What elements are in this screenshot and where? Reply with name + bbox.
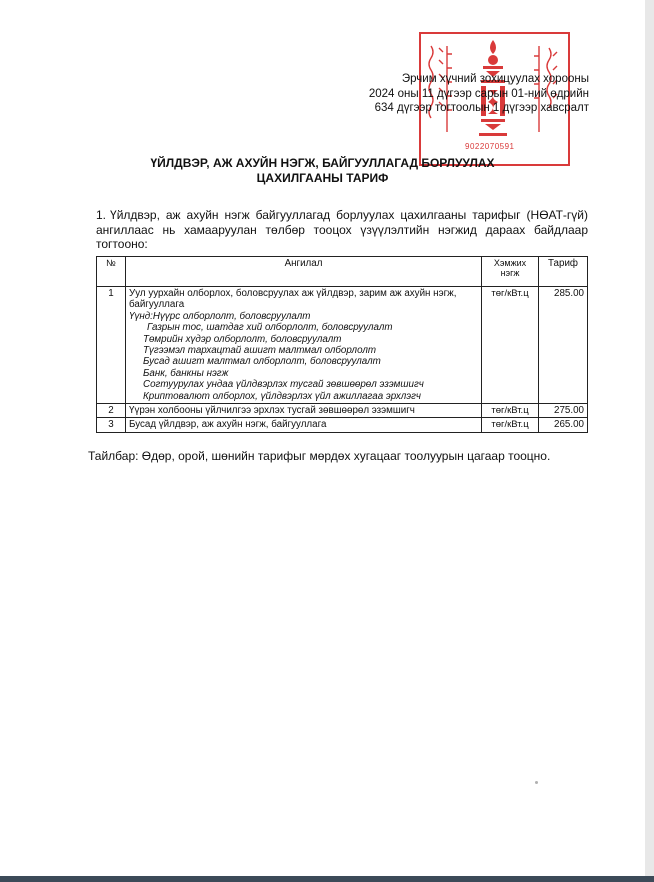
row-category [126,418,482,432]
intro-number: 1. [96,208,107,222]
header-unit: Хэмжих нэгж [482,257,539,287]
row-tariff: 285.00 [539,287,588,404]
row-unit: төг/кВт.ц [482,404,539,418]
annex-reference [369,72,589,116]
table-row [97,418,588,432]
viewer-bottom-bar [0,876,654,882]
footnote: Тайлбар: Өдөр, орой, шөнийн тарифыг мөрдөх хугацааг тоолуурын цагаар тооцно. [88,449,551,463]
category-detail: Газрын тос, шатдаг хий олборлолт, боловсруулалт [147,322,393,334]
row-category [126,404,482,418]
row-number: 1 [97,287,126,404]
row-tariff: 265.00 [539,418,588,432]
annex-line-2: 2024 оны 11 дүгээр сарын 01-ний өдрийн [368,87,589,100]
intro-text: Үйлдвэр, аж ахуйн нэгж байгууллагад борлуулах цахилгааны тарифыг (НӨАТ-гүй) ангиллаас нь хамааруулан төлбөр тооцох үзүүлэлтийн нэгжид дараах байдлаар тогтооно: [96,208,588,251]
header-category: Ангилал [126,257,482,287]
row-category [126,287,482,404]
category-main: Уул уурхайн олборлох, боловсруулах аж үйлдвэр, зарим аж ахуйн нэгж, байгууллага [129,288,457,311]
category-main: Бусад үйлдвэр, аж ахуйн нэгж, байгууллага [129,419,327,431]
row-unit: төг/кВт.ц [482,287,539,404]
category-detail: Түгээмэл тархацтай ашигт малтмал олборлолт [143,345,377,357]
intro-paragraph [96,208,588,252]
header-no: № [97,257,126,287]
header-tariff: Тариф [539,257,588,287]
table-header-row [97,257,588,287]
viewer-background [645,0,654,876]
table-row [97,287,588,404]
annex-line-3: 634 дүгээр тогтоолын 1 дүгээр хавсралт [374,102,589,114]
row-unit: төг/кВт.ц [482,418,539,432]
stamp-number: 9022070591 [465,142,515,151]
category-detail: Банк, банкны нэгж [143,367,229,379]
category-detail: Криптовалют олборлох, үйлдвэрлэх үйл ажиллагаа эрхлэгч [143,390,421,402]
tariff-table [96,256,588,433]
category-detail: Төмрийн хүдэр олборлолт, боловсруулалт [143,333,342,345]
row-number: 3 [97,418,126,432]
category-main: Үүрэн холбооны үйлчилгээ эрхлэх тусгай зөвшөөрөл эзэмшигч [129,405,415,417]
annex-line-1: Эрчим хүчний зохицуулах хорооны [401,73,589,85]
category-detail: Согтуурулах ундаа үйлдвэрлэх тусгай зөвшөөрөл эзэмшигч [143,379,424,391]
category-detail: Бусад ашигт малтмал олборлолт, боловсруулалт [143,356,381,368]
document-title [0,156,645,186]
category-detail: Үүнд:Нүүрс олборлолт, боловсруулалт [129,310,311,322]
title-line-1: ҮЙЛДВЭР, АЖ АХУЙН НЭГЖ, БАЙГУУЛЛАГАД БОРЛУУЛАХ [150,156,495,170]
table-row [97,404,588,418]
row-number: 2 [97,404,126,418]
scan-speck [535,781,538,784]
row-tariff: 275.00 [539,404,588,418]
title-line-2: ЦАХИЛГААНЫ ТАРИФ [256,171,389,185]
